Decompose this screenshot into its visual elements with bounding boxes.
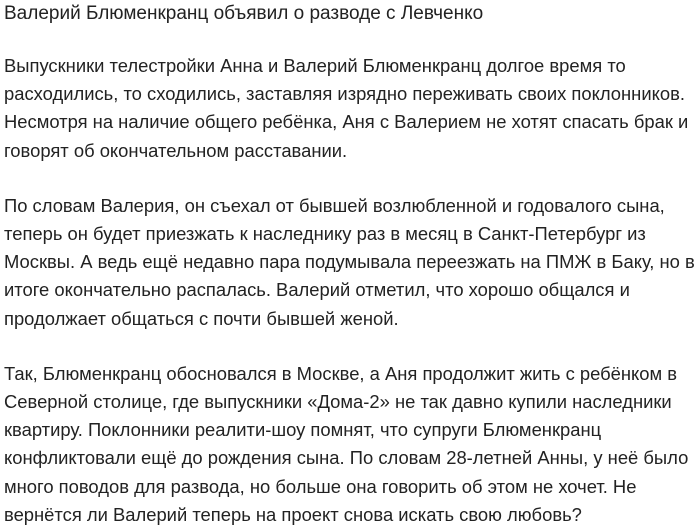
text-line: много поводов для развода, но больше она говорить об этом не хочет. Не [4, 475, 637, 497]
text-line: говорят об окончательном расставании. [4, 139, 348, 161]
paragraph-3 [4, 360, 687, 529]
text-line: расходились, то сходились, заставляя изрядно переживать своих поклонников. [4, 83, 685, 105]
text-line: Москвы. А ведь ещё недавно пара подумывала переезжать на ПМЖ в Баку, но в [4, 251, 695, 273]
text-line: Несмотря на наличие общего ребёнка, Аня с Валерием не хотят спасать брак и [4, 111, 689, 133]
text-line: продолжает общаться с почти бывшей женой. [4, 307, 399, 329]
text-line: Северной столице, где выпускники «Дома-2» не так давно купили наследники [4, 391, 672, 413]
text-line: вернётся ли Валерий теперь на проект снова искать свою любовь? [4, 503, 582, 525]
article-title: Валерий Блюменкранц объявил о разводе с Левченко [4, 3, 484, 24]
text-line: итоге окончательно распалась. Валерий отметил, что хорошо общался и [4, 279, 630, 301]
text-line: Выпускники телестройки Анна и Валерий Блюменкранц долгое время то [4, 55, 626, 76]
paragraph-1 [4, 52, 687, 165]
text-line: квартиру. Поклонники реалити-шоу помнят, что супруги Блюменкранц [4, 419, 602, 441]
text-line: теперь он будет приезжать к наследнику раз в месяц в Санкт-Петербург из [4, 223, 646, 245]
text-line: По словам Валерия, он съехал от бывшей возлюбленной и годовалого сына, [4, 194, 665, 216]
text-line: конфликтовали ещё до рождения сына. По словам 28-летней Анны, у неё было [4, 447, 689, 469]
text-line: Так, Блюменкранц обосновался в Москве, а Аня продолжит жить с ребёнком в [4, 362, 678, 384]
paragraph-2 [4, 192, 695, 333]
